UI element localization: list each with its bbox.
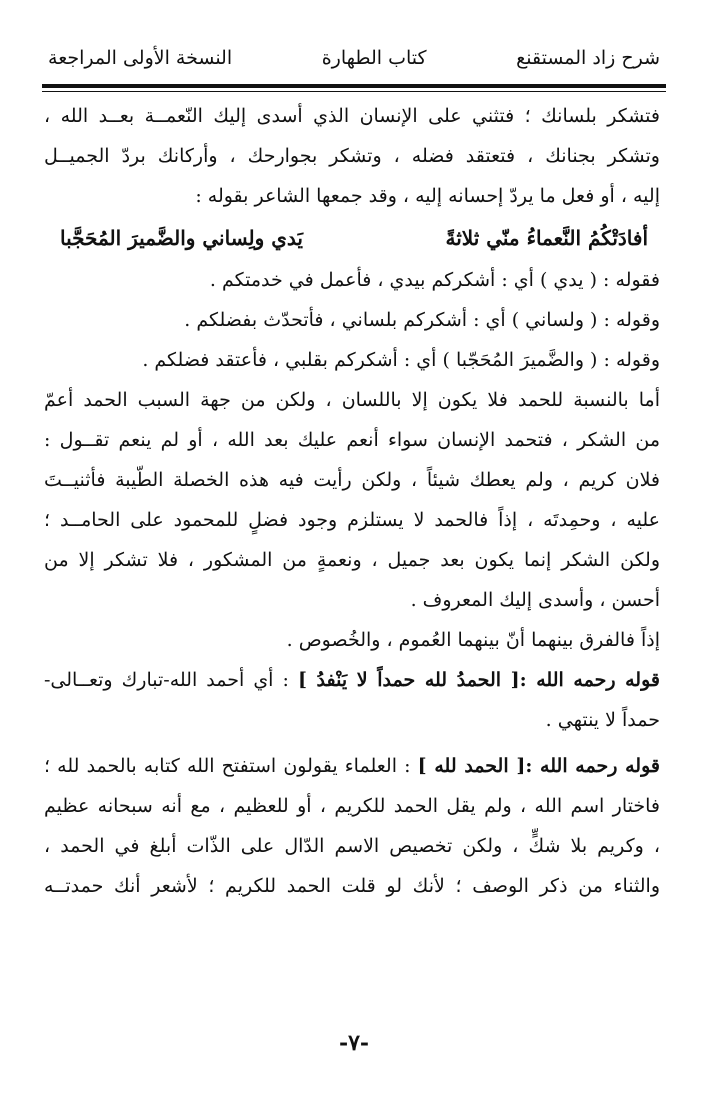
header-rule-thin <box>42 91 666 92</box>
running-header <box>48 40 660 76</box>
commentary-text: : أي أحمد الله-تبارك وتعــالى- <box>44 669 298 691</box>
matn-quote: قوله رحمه الله :[ الحمدُ لله حمداً لا يَنْفدُ ] <box>297 669 660 691</box>
header-edition-note: النسخة الأولى المراجعة <box>48 47 233 69</box>
text-line: وقوله : ( والضَّميرَ المُحَجّبا ) أي : أشكركم بقلبي ، فأعتقد فضلكم . <box>142 349 660 371</box>
text-line: حمداً لا ينتهي . <box>545 709 660 731</box>
text-line: فقوله : ( يدي ) أي : أشكركم بيدي ، فأعمل في خدمتكم . <box>209 269 660 291</box>
text-line: والثناء من ذكر الوصف ؛ لأنك لو قلت الحمد للكريم ؛ لأشعر أنك حمدتــه <box>44 875 660 897</box>
text-line: إليه ، أو فعل ما يردّ إحسانه إليه ، وقد جمعها الشاعر بقوله : <box>195 185 660 207</box>
matn-quote: قوله رحمه الله :[ الحمد لله ] <box>417 755 660 777</box>
verse-first-hemistich: أفادَتْكُمُ النَّعماءُ منّي ثلاثةً <box>445 226 648 250</box>
text-line: أحسن ، وأسدى إليك المعروف . <box>410 589 660 611</box>
header-rule-thick <box>42 84 666 88</box>
text-line: أما بالنسبة للحمد فلا يكون إلا باللسان ، ولكن من جهة السبب الحمد أعمّ <box>44 389 660 411</box>
page-body <box>44 96 660 906</box>
text-line: ولكن الشكر إنما يكون بعد جميل ، ونعمةٍ من المشكور ، فلا تشكر إلا من <box>44 549 660 571</box>
text-line: وتشكر بجنانك ، فتعتقد فضله ، وتشكر بجوارحك ، وأركانك بردّ الجميــل <box>44 145 660 167</box>
text-line: إذاً فالفرق بينهما أنّ بينهما العُموم ، والخُصوص . <box>286 629 660 651</box>
text-line: من الشكر ، فتحمد الإنسان سواء أنعم عليك بعد الله ، أو لم ينعم تقــول : <box>44 429 660 451</box>
text-line: فلان كريم ، ولم يعطك شيئاً ، ولكن رأيت فيه هذه الخصلة الطّيبة فأثنيــتَ <box>44 469 660 491</box>
header-chapter-title: كتاب الطهارة <box>321 47 427 69</box>
poetry-verse <box>44 216 660 260</box>
text-line: ، وكريم بلا شكٍّ ، ولكن تخصيص الاسم الدّال على الذّات أبلغ في الحمد ، <box>44 835 660 857</box>
text-line: وقوله : ( ولساني ) أي : أشكركم بلساني ، فأتحدّث بفضلكم . <box>184 309 660 331</box>
text-line: فاختار اسم الله ، ولم يقل الحمد للكريم ، أو للعظيم ، مع أنه سبحانه عظيم <box>44 795 660 817</box>
matn-quote-line <box>44 746 660 786</box>
text-line: فتشكر بلسانك ؛ فتثني على الإنسان الذي أسدى إليك النّعمــة بعــد الله ، <box>44 105 660 127</box>
verse-second-hemistich: يَدي ولِساني والضَّميرَ المُحَجَّبا <box>60 226 303 250</box>
matn-quote-line <box>44 660 660 700</box>
commentary-text: : العلماء يقولون استفتح الله كتابه بالحمد لله ؛ <box>44 755 418 777</box>
header-book-title: شرح زاد المستقنع <box>516 47 660 69</box>
page-number: -٧- <box>338 1030 370 1056</box>
text-line: عليه ، وحمِدتَه ، إذاً فالحمد لا يستلزم وجود فضلٍ للمحمود على الحامــد ؛ <box>44 509 660 531</box>
